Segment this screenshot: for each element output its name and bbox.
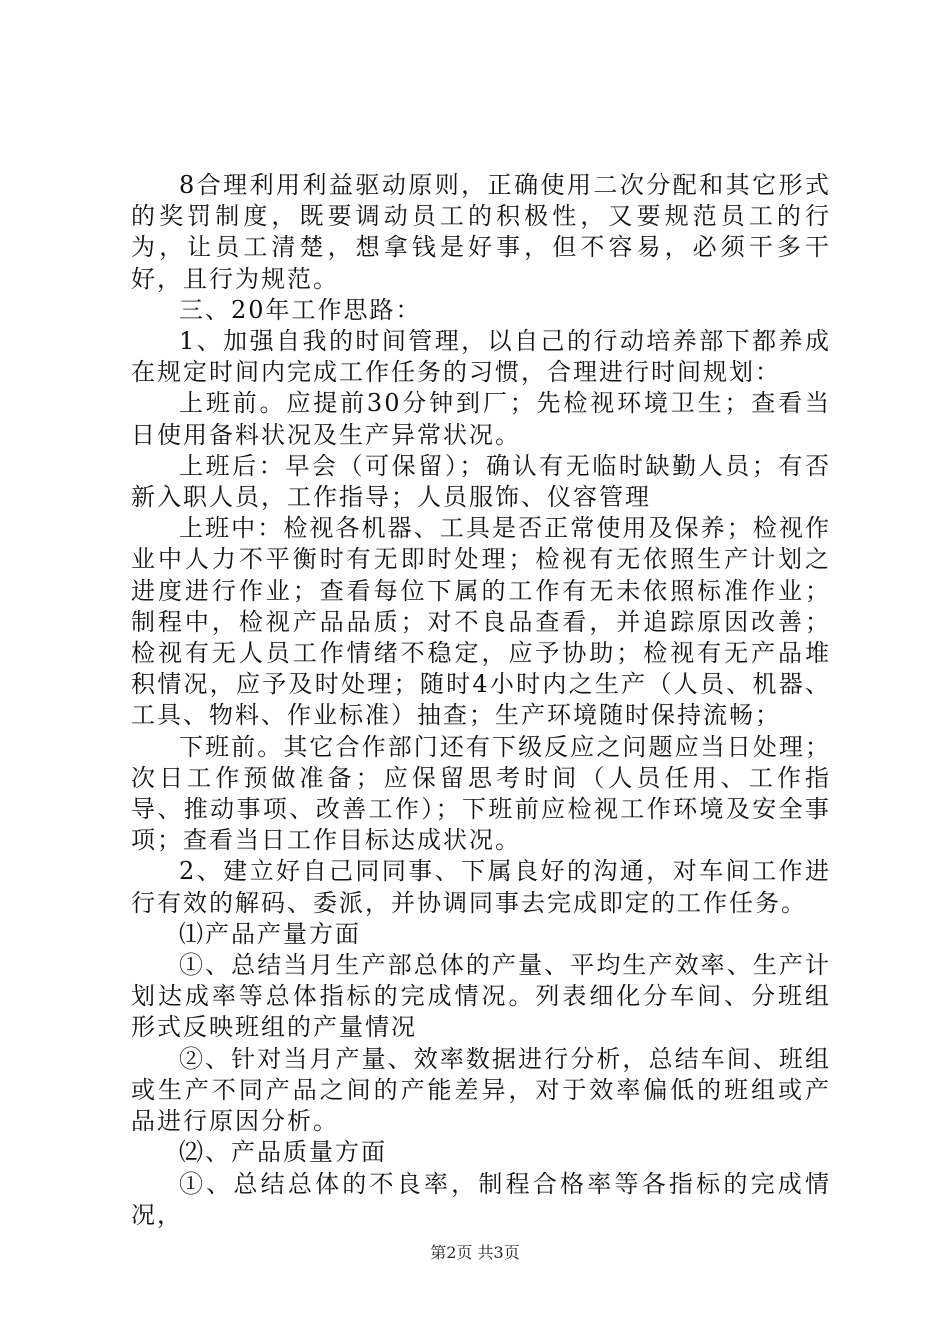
document-body <box>131 170 831 1231</box>
paragraph-9: ⑴产品产量方面 <box>179 919 361 948</box>
paragraph-4: 上班前。应提前30分钟到厂；先检视环境卫生；查看当日使用备料状况及生产异常状况。 <box>131 389 831 449</box>
paragraph-10: ①、总结当月生产部总体的产量、平均生产效率、生产计划达成率等总体指标的完成情况。列表细化分车间、分班组形式反映班组的产量情况 <box>131 951 831 1042</box>
paragraph-12: ⑵、产品质量方面 <box>179 1138 387 1167</box>
paragraph-6: 上班中：检视各机器、工具是否正常使用及保养；检视作业中人力不平衡时有无即时处理；检视有无依照生产计划之进度进行作业；查看每位下属的工作有无未依照标准作业；制程中，检视产品品质；对不良品查看，并追踪原因改善；检视有无人员工作情绪不稳定，应予协助；检视有无产品堆积情况，应予及时处理；随时4小时内之生产（人员、机器、工具、物料、作业标准）抽查；生产环境随时保持流畅； <box>131 514 831 730</box>
paragraph-2: 三、20年工作思路： <box>179 295 422 324</box>
paragraph-5: 上班后：早会（可保留）；确认有无临时缺勤人员；有否新入职人员，工作指导；人员服饰、仪容管理 <box>131 451 831 512</box>
paragraph-11: ②、针对当月产量、效率数据进行分析，总结车间、班组或生产不同产品之间的产能差异，对于效率偏低的班组或产品进行原因分析。 <box>131 1044 831 1136</box>
page-number-footer: 第2页 共3页 <box>430 1243 520 1262</box>
paragraph-1: 8合理利用利益驱动原则，正确使用二次分配和其它形式的奖罚制度，既要调动员工的积极性，又要规范员工的行为，让员工清楚，想拿钱是好事，但不容易，必须干多干好，且行为规范。 <box>131 171 831 293</box>
paragraph-3: 1、加强自我的时间管理，以自己的行动培养部下都养成在规定时间内完成工作任务的习惯，合理进行时间规划： <box>131 327 831 387</box>
paragraph-13: ①、总结总体的不良率，制程合格率等各指标的完成情况， <box>131 1169 831 1229</box>
paragraph-7: 下班前。其它合作部门还有下级反应之问题应当日处理；次日工作预做准备；应保留思考时间（人员任用、工作指导、推动事项、改善工作）；下班前应检视工作环境及安全事项；查看当日工作目标达成状况。 <box>131 732 831 855</box>
paragraph-8: 2、建立好自己同同事、下属良好的沟通，对车间工作进行有效的解码、委派，并协调同事去完成即定的工作任务。 <box>131 857 831 917</box>
